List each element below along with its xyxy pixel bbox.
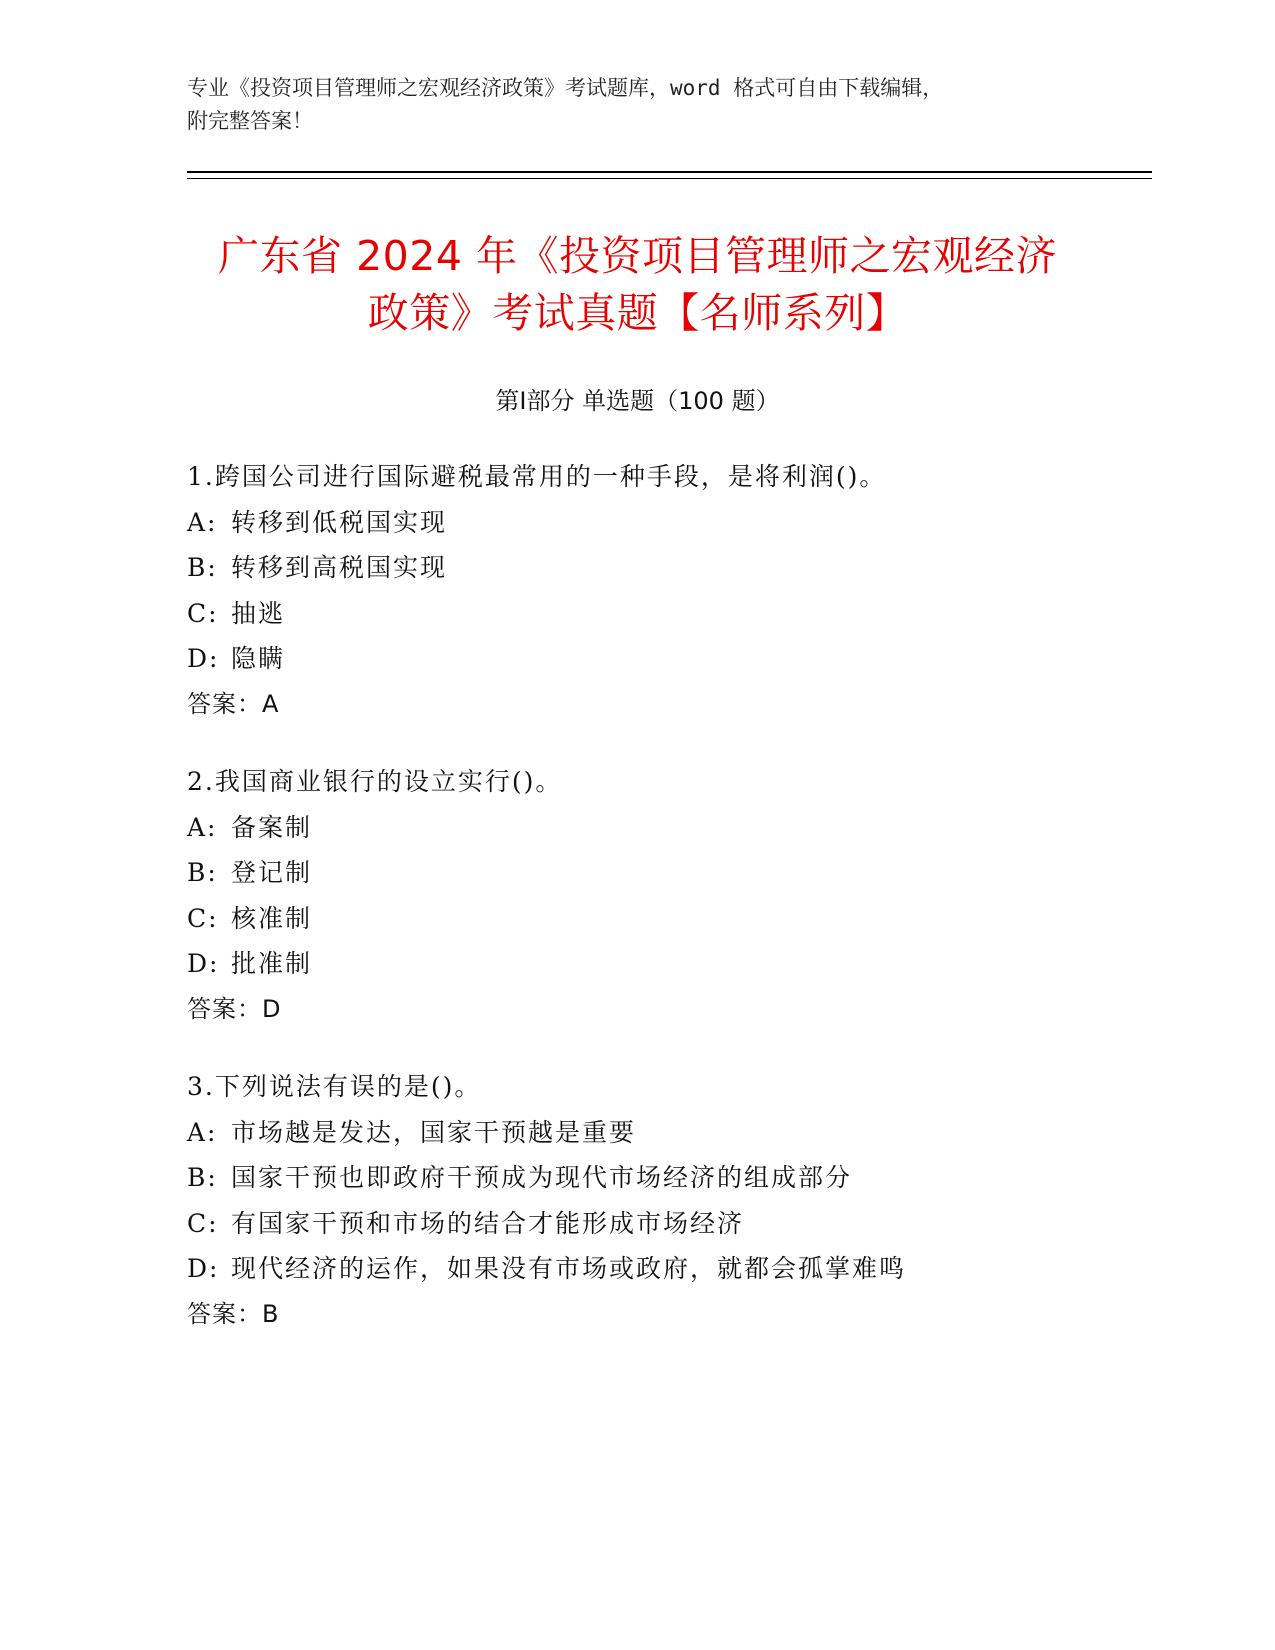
option-c [187,1201,1187,1247]
option-text: 隐瞒 [231,644,286,673]
option-c [187,896,1187,942]
question-2 [187,759,1187,1032]
header-rule-top [187,171,1152,173]
option-text: 现代经济的运作，如果没有市场或政府，就都会孤掌难鸣 [231,1254,907,1283]
option-text: 登记制 [231,858,313,887]
answer-line: 答案：B [187,1299,280,1328]
option-d [187,1246,1187,1292]
option-key: C: [187,903,219,933]
option-text: 抽逃 [231,598,286,628]
option-c [187,591,1187,637]
header-rule-bottom [187,178,1152,179]
document-title-line-1: 广东省 2024 年《投资项目管理师之宏观经济 [218,232,1057,280]
option-a [187,805,1187,851]
document-title [150,228,1125,342]
section-heading: 第Ⅰ部分 单选题（100 题） [495,387,780,415]
question-stem: 1.跨国公司进行国际避税最常用的一种手段，是将利润()。 [187,462,887,491]
option-key: D: [187,1254,220,1283]
option-key: B: [187,1163,218,1192]
option-key: C: [187,598,219,628]
option-text: 备案制 [231,812,313,842]
option-key: A: [187,812,218,842]
option-b [187,850,1187,896]
option-key: B: [187,858,218,887]
header-note [187,72,1087,138]
option-text: 有国家干预和市场的结合才能形成市场经济 [231,1208,745,1238]
option-b [187,1155,1187,1201]
option-text: 市场越是发达，国家干预越是重要 [231,1117,637,1147]
option-key: B: [187,553,218,582]
option-key: D: [187,644,220,673]
header-note-line-2: 附完整答案！ [187,109,313,133]
option-a [187,1110,1187,1156]
option-text: 核准制 [231,903,313,933]
option-key: A: [187,507,218,537]
question-stem: 2.我国商业银行的设立实行()。 [187,767,563,796]
option-key: A: [187,1117,218,1147]
option-key: D: [187,949,220,978]
option-text: 转移到低税国实现 [231,507,448,537]
header-note-line-1: 专业《投资项目管理师之宏观经济政策》考试题库，word 格式可自由下载编辑， [187,76,944,100]
option-a [187,500,1187,546]
option-key: C: [187,1208,219,1238]
question-stem: 3.下列说法有误的是()。 [187,1072,482,1101]
document-title-line-2: 政策》考试真题【名师系列】 [367,289,908,337]
option-d [187,941,1187,987]
option-b [187,545,1187,591]
option-text: 批准制 [231,949,313,978]
option-text: 转移到高税国实现 [231,553,448,582]
answer-line: 答案：D [187,994,282,1023]
question-1 [187,454,1187,727]
question-3 [187,1064,1187,1337]
option-text: 国家干预也即政府干预成为现代市场经济的组成部分 [231,1163,853,1192]
option-d [187,636,1187,682]
answer-line: 答案：A [187,689,280,718]
